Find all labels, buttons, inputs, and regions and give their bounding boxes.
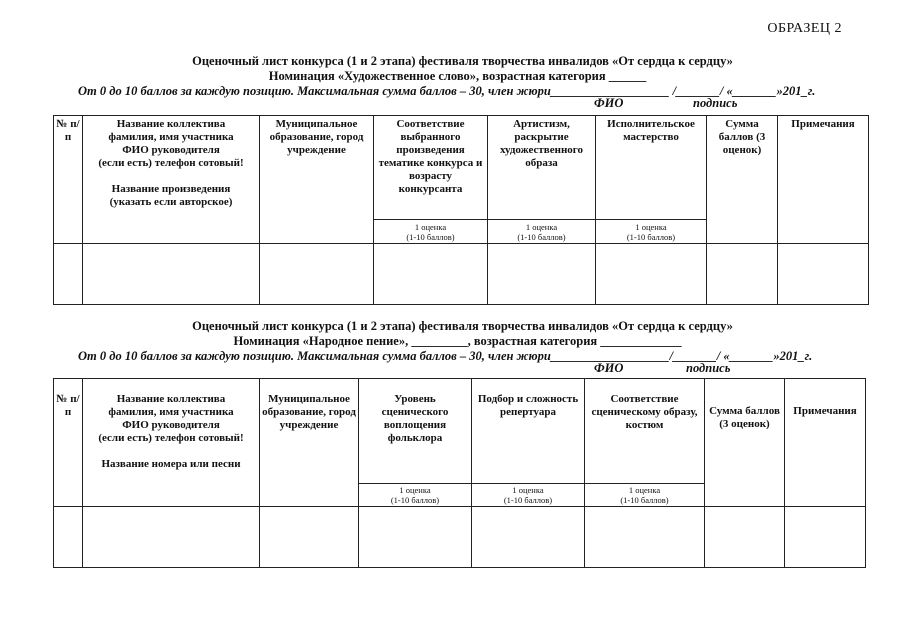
sheet1-cell-sum[interactable]: [707, 244, 778, 305]
sheet2-name-line3: ФИО руководителя: [122, 419, 220, 431]
sheet2-entry-row: [54, 507, 866, 568]
sheet2-instruction: От 0 до 10 баллов за каждую позицию. Максимальная сумма баллов – 30, член жюри___________________/_______/ «_______»201_г.: [78, 349, 813, 363]
sheet2-cell-crit2[interactable]: [472, 507, 585, 568]
sheet1-cell-notes[interactable]: [778, 244, 869, 305]
sheet2-title: Оценочный лист конкурса (1 и 2 этапа) фестиваля творчества инвалидов «От сердца к сердцу»: [192, 319, 733, 333]
sheet1-col-crit1: Соответствие выбранного произведения тематике конкурса и возрасту конкурсанта: [374, 116, 488, 220]
sheet2-table: [53, 378, 866, 568]
sheet1-signature-labels: [0, 98, 905, 111]
sheet1-name-line4: (если есть) телефон сотовый!: [98, 157, 244, 169]
sheet1-cell-municipal[interactable]: [260, 244, 374, 305]
sheet2-cell-municipal[interactable]: [260, 507, 359, 568]
sheet2-cell-crit1[interactable]: [359, 507, 472, 568]
sheet2-col-municipal: Муниципальное образование, город учреждение: [260, 379, 359, 507]
sheet1-col-num: № п/п: [54, 116, 83, 244]
sheet1-score-crit3: 1 оценка (1-10 баллов): [596, 220, 707, 244]
sheet1-col-name: [83, 116, 260, 244]
sheet1-col-sum: Сумма баллов (3 оценок): [707, 116, 778, 244]
sheet1-cell-name[interactable]: [83, 244, 260, 305]
sheet1-entry-row: [54, 244, 869, 305]
sheet1-nomination: Номинация «Художественное слово», возрастная категория ______: [268, 69, 647, 83]
sheet2-cell-notes[interactable]: [785, 507, 866, 568]
sheet1-col-notes: Примечания: [778, 116, 869, 244]
sheet2-header: [0, 319, 905, 376]
sheet2-score-crit3: 1 оценка (1-10 баллов): [585, 484, 705, 507]
sheet1-score-crit2: 1 оценка (1-10 баллов): [488, 220, 596, 244]
sheet2-col-num: № п/п: [54, 379, 83, 507]
sheet2-fio-label: ФИО: [594, 361, 624, 375]
sheet2-col-crit2: Подбор и сложность репертуара: [472, 379, 585, 484]
sheet1-cell-crit1[interactable]: [374, 244, 488, 305]
sheet2-name-line2: фамилия, имя участника: [108, 406, 234, 418]
sheet1-table: [53, 115, 869, 305]
sheet1-cell-num[interactable]: [54, 244, 83, 305]
sheet2-col-notes: Примечания: [785, 379, 866, 507]
sheet2-sign-label: подпись: [686, 361, 731, 375]
sheet1-sign-label: подпись: [693, 96, 738, 110]
sheet2-name-line4: (если есть) телефон сотовый!: [98, 432, 244, 444]
sheet1-name-line5: Название произведения: [111, 183, 231, 195]
sheet2-col-crit3: Соответствие сценическому образу, костюм: [585, 379, 705, 484]
sheet1-cell-crit2[interactable]: [488, 244, 596, 305]
sheet2-cell-crit3[interactable]: [585, 507, 705, 568]
sheet2-cell-sum[interactable]: [705, 507, 785, 568]
sheet1-col-crit2: Артистизм, раскрытие художественного образа: [488, 116, 596, 220]
sheet1-col-municipal: Муниципальное образование, город учреждение: [260, 116, 374, 244]
sheet1-title: Оценочный лист конкурса (1 и 2 этапа) фестиваля творчества инвалидов «От сердца к сердцу»: [192, 54, 733, 68]
sheet1-col-crit3: Исполнительское мастерство: [596, 116, 707, 220]
sheet2-signature-labels: [0, 363, 905, 376]
sheet2-cell-num[interactable]: [54, 507, 83, 568]
sheet2-score-crit1: 1 оценка (1-10 баллов): [359, 484, 472, 507]
sheet2-nomination: Номинация «Народное пение», _________, возрастная категория _____________: [233, 334, 682, 348]
sheet1-name-line1: Название коллектива: [116, 118, 226, 130]
sheet2-cell-name[interactable]: [83, 507, 260, 568]
sheet1-header: [0, 54, 905, 111]
sheet2-score-crit2: 1 оценка (1-10 баллов): [472, 484, 585, 507]
sheet2-col-crit1: Уровень сценического воплощения фольклора: [359, 379, 472, 484]
sheet1-cell-crit3[interactable]: [596, 244, 707, 305]
sample-label: ОБРАЗЕЦ 2: [767, 21, 842, 36]
sheet1-name-line6: (указать если авторское): [109, 196, 233, 208]
sheet2-name-line5: Название номера или песни: [101, 458, 241, 470]
sheet2-name-line1: Название коллектива: [116, 393, 226, 405]
sheet1-name-line2: фамилия, имя участника: [108, 131, 234, 143]
sheet1-instruction: От 0 до 10 баллов за каждую позицию. Максимальная сумма баллов – 30, член жюри___________________ /_______/ «_______»201_г.: [78, 84, 816, 98]
sheet1-fio-label: ФИО: [594, 96, 624, 110]
sheet1-name-line3: ФИО руководителя: [122, 144, 220, 156]
sheet1-score-crit1: 1 оценка (1-10 баллов): [374, 220, 488, 244]
sheet2-col-sum: Сумма баллов (3 оценок): [705, 379, 785, 507]
sheet2-col-name: [83, 379, 260, 507]
